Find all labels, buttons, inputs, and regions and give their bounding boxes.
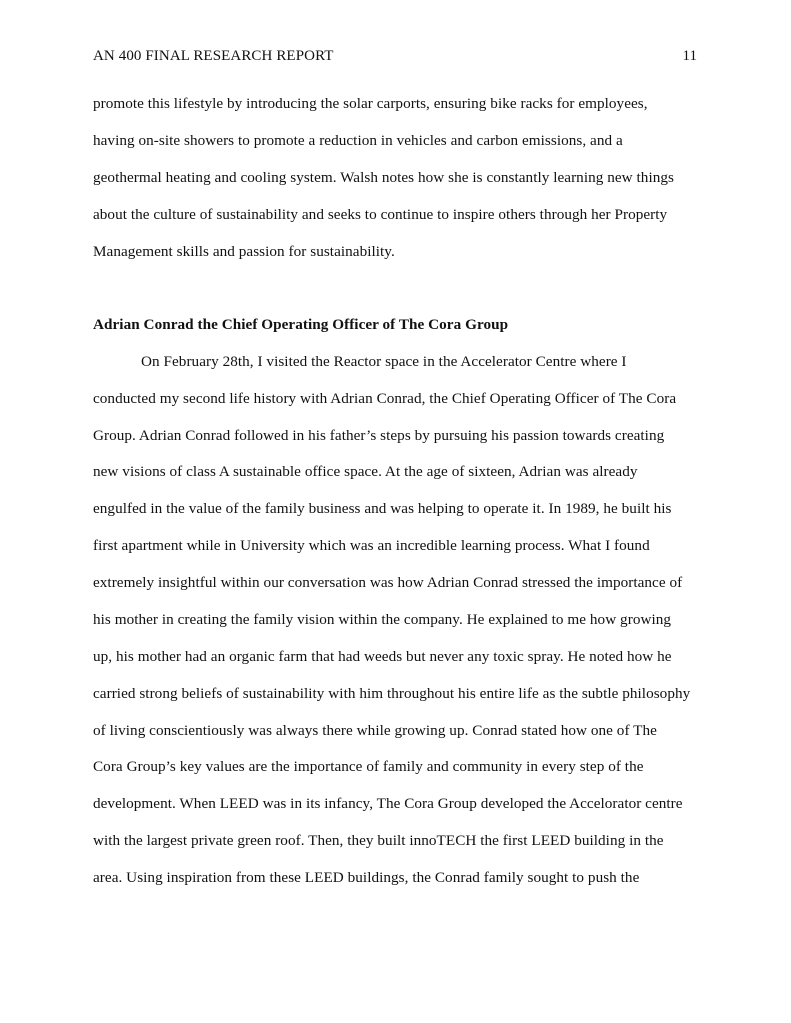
paragraph-line: extremely insightful within our conversation was how Adrian Conrad stressed the importance of — [93, 574, 683, 591]
paragraph-line: of living conscientiously was always there while growing up. Conrad stated how one of The — [93, 722, 657, 739]
page-number: 11 — [682, 48, 697, 64]
paragraph-line: having on-site showers to promote a reduction in vehicles and carbon emissions, and a — [93, 132, 623, 149]
paragraph-line: conducted my second life history with Adrian Conrad, the Chief Operating Officer of The Cora — [93, 390, 677, 407]
paragraph-line: geothermal heating and cooling system. Walsh notes how she is constantly learning new things — [93, 169, 674, 186]
paragraph-line: promote this lifestyle by introducing the solar carports, ensuring bike racks for employees, — [93, 95, 648, 112]
paragraph-line: his mother in creating the family vision within the company. He explained to me how growing — [93, 611, 672, 628]
paragraph-line: On February 28th, I visited the Reactor space in the Accelerator Centre where I — [141, 353, 627, 370]
paragraph-line: Group. Adrian Conrad followed in his father’s steps by pursuing his passion towards creating — [93, 427, 665, 444]
paragraph-line: Cora Group’s key values are the importance of family and community in every step of the — [93, 758, 644, 775]
paragraph-line: Management skills and passion for sustainability. — [93, 243, 395, 260]
paragraph-line: up, his mother had an organic farm that had weeds but never any toxic spray. He noted how he — [93, 648, 672, 665]
paragraph-line: area. Using inspiration from these LEED buildings, the Conrad family sought to push the — [93, 869, 640, 886]
paragraph-line: new visions of class A sustainable office space. At the age of sixteen, Adrian was already — [93, 463, 638, 480]
paragraph-line: engulfed in the value of the family business and was helping to operate it. In 1989, he built his — [93, 500, 672, 517]
paragraph-line: first apartment while in University which was an incredible learning process. What I found — [93, 537, 650, 554]
paragraph-line: carried strong beliefs of sustainability with him throughout his entire life as the subtle philosophy — [93, 685, 691, 702]
paragraph-line: with the largest private green roof. Then, they built innoTECH the first LEED building in the — [93, 832, 664, 849]
section-heading: Adrian Conrad the Chief Operating Officer of The Cora Group — [93, 316, 509, 333]
paragraph-line: development. When LEED was in its infancy, The Cora Group developed the Accelorator centre — [93, 795, 683, 812]
paragraph-line: about the culture of sustainability and seeks to continue to inspire others through her Property — [93, 206, 668, 223]
running-head: AN 400 FINAL RESEARCH REPORT — [93, 48, 334, 64]
